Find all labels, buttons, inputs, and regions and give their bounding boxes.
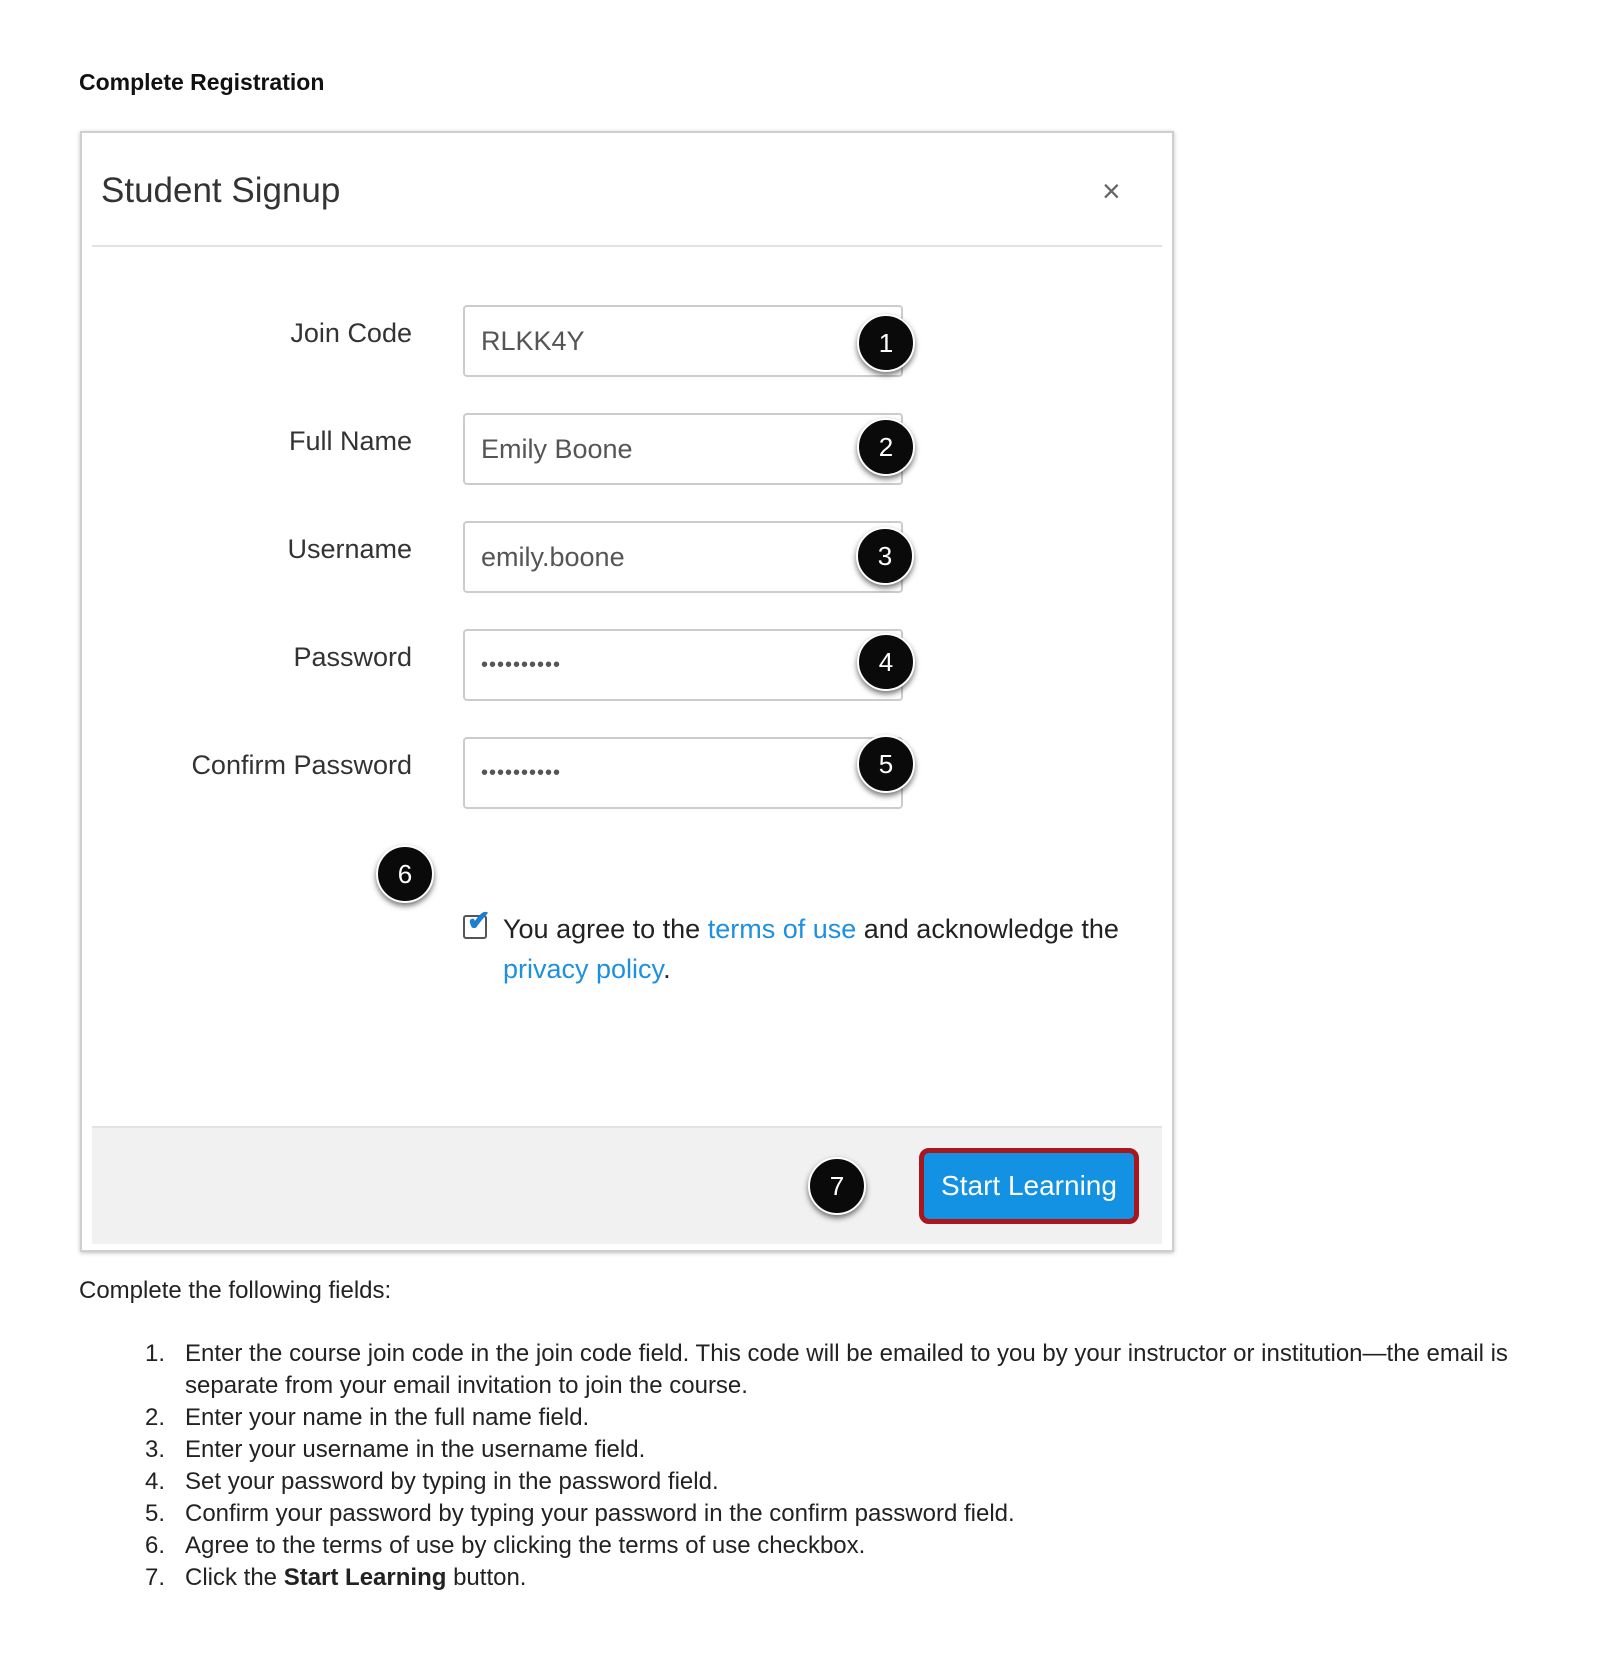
callout-3: 3	[856, 527, 914, 585]
password-label: Password	[293, 642, 412, 672]
section-heading: Complete Registration	[79, 69, 325, 95]
list-item	[140, 1562, 1540, 1594]
step-text: Enter your username in the username field.	[185, 1436, 646, 1463]
step-text: Agree to the terms of use by clicking the terms of use checkbox.	[185, 1532, 866, 1559]
join-code-input[interactable]	[463, 305, 903, 377]
username-input[interactable]	[463, 521, 903, 593]
step-text-after: button.	[446, 1564, 527, 1591]
confirm-password-input[interactable]	[463, 737, 903, 809]
modal-title: Student Signup	[101, 171, 341, 210]
list-item	[140, 1434, 1540, 1466]
list-item	[140, 1402, 1540, 1434]
step-text: Confirm your password by typing your password in the confirm password field.	[185, 1500, 1015, 1527]
callout-7: 7	[808, 1157, 866, 1215]
header-divider	[92, 245, 1162, 247]
callout-6: 6	[376, 845, 434, 903]
full-name-input[interactable]	[463, 413, 903, 485]
list-item	[140, 1466, 1540, 1498]
terms-of-use-link[interactable]: terms of use	[707, 914, 857, 944]
step-number: 5.	[144, 1500, 165, 1527]
agreement-text	[503, 909, 1123, 989]
callout-2: 2	[857, 418, 915, 476]
agreement-text-before: You agree to the	[503, 914, 708, 944]
password-input[interactable]	[463, 629, 903, 701]
instructions-intro: Complete the following fields:	[79, 1277, 392, 1304]
list-item	[140, 1530, 1540, 1562]
callout-5: 5	[857, 735, 915, 793]
full-name-label: Full Name	[288, 426, 412, 456]
start-learning-button[interactable]: Start Learning	[919, 1148, 1139, 1224]
close-icon[interactable]: ×	[1102, 173, 1121, 209]
step-text-before: Click the	[185, 1564, 284, 1591]
step-number: 3.	[144, 1436, 165, 1463]
student-signup-modal	[80, 131, 1174, 1252]
step-number: 1.	[144, 1340, 165, 1367]
username-label: Username	[287, 534, 412, 564]
step-number: 6.	[144, 1532, 165, 1559]
callout-4: 4	[857, 633, 915, 691]
list-item	[140, 1498, 1540, 1530]
callout-1: 1	[857, 314, 915, 372]
step-text: Set your password by typing in the password field.	[185, 1468, 719, 1495]
step-number: 7.	[144, 1564, 165, 1591]
step-number: 2.	[144, 1404, 165, 1431]
confirm-password-label: Confirm Password	[191, 750, 412, 780]
join-code-label: Join Code	[290, 318, 412, 348]
step-text-bold: Start Learning	[283, 1564, 447, 1591]
agreement-text-after: .	[663, 954, 671, 984]
terms-checkbox[interactable]	[463, 905, 491, 939]
step-text: Enter your name in the full name field.	[185, 1404, 590, 1431]
checkmark-icon: ✔	[467, 905, 491, 936]
privacy-policy-link[interactable]: privacy policy	[503, 954, 664, 984]
step-text: Enter the course join code in the join code field. This code will be emailed to you by your instructor or institution—the email is separate from your email invitation to join the course.	[185, 1340, 1508, 1399]
step-number: 4.	[144, 1468, 165, 1495]
agreement-text-middle: and acknowledge the	[856, 914, 1119, 944]
instructions-list	[140, 1338, 1540, 1594]
list-item	[140, 1338, 1540, 1402]
